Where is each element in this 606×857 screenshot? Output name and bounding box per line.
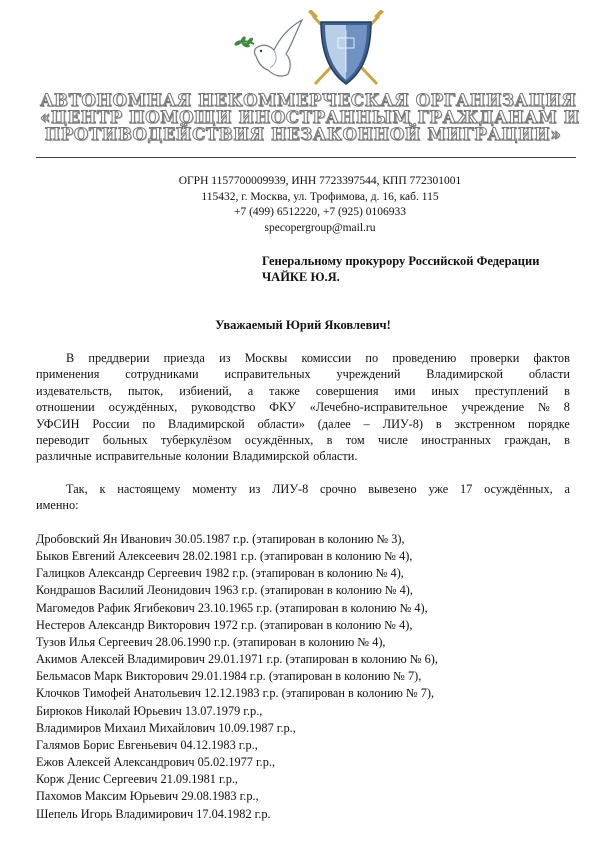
word: издевательств, xyxy=(36,383,113,398)
convict-entry: Дробовский Ян Иванович 30.05.1987 г.р. (этапирован в колонию № 3), xyxy=(36,532,405,546)
word: иностранных xyxy=(421,433,491,448)
word: в xyxy=(435,416,442,431)
word: преступлений xyxy=(474,383,549,398)
paragraph-line xyxy=(36,383,570,399)
convict-entry: Галицков Александр Сергеевич 1982 г.р. (этапирован в колонию № 4), xyxy=(36,566,404,581)
salutation: Уважаемый Юрий Яковлевич! xyxy=(215,318,391,332)
convicts-list xyxy=(36,531,576,823)
org-name-line: «ЦЕНТР ПОМОЩИ ИНОСТРАННЫМ ГРАЖДАНАМ И xyxy=(40,108,580,127)
word: области. xyxy=(313,449,358,464)
paragraph-line xyxy=(36,448,570,464)
word: применения xyxy=(36,367,100,382)
word: в xyxy=(564,433,570,448)
word: из xyxy=(219,351,231,365)
word: исправительные xyxy=(95,449,182,464)
word: избиений, xyxy=(179,383,232,398)
convict-entry: Шепель Игорь Владимирович 17.04.1982 г.р. xyxy=(36,806,271,821)
word: ЛИУ-8) xyxy=(382,416,423,431)
word: УФСИН xyxy=(36,416,80,431)
email-address: specopergroup@mail.ru xyxy=(264,221,376,234)
word: иных xyxy=(431,383,459,398)
word: Москвы xyxy=(244,351,288,365)
word: также xyxy=(269,383,300,398)
word: в xyxy=(326,433,333,448)
word: больных xyxy=(102,433,148,448)
word: № xyxy=(538,400,550,415)
word: ими xyxy=(394,383,416,398)
word: по xyxy=(365,351,379,365)
word: колонии xyxy=(185,449,229,464)
word: именно: xyxy=(36,498,79,513)
paragraph-line xyxy=(36,497,570,513)
postal-address: 115432, г. Москва, ул. Трофимова, д. 16, каб. 115 xyxy=(201,190,439,203)
addressee-title: Генеральному прокурору Российской Федерации xyxy=(262,254,540,268)
word: а xyxy=(564,482,570,496)
word: вывезено xyxy=(368,482,417,496)
dove-with-olive-branch-icon xyxy=(228,14,310,84)
word: Владимирской xyxy=(232,449,310,464)
registration-numbers: ОГРН 1157700009939, ИНН 7723397544, КПП 772301001 xyxy=(178,175,462,187)
word: преддверии xyxy=(88,351,150,365)
word: моменту xyxy=(192,482,238,496)
word: 8 xyxy=(563,400,570,415)
paragraph-line xyxy=(36,350,570,366)
word: сотрудниками xyxy=(125,367,199,382)
convict-entry: Бельмасов Марк Викторович 29.01.1984 г.р. (этапирован в колонию № 7), xyxy=(36,669,422,684)
convict-entry: Ежов Алексей Александрович 05.02.1977 г.р., xyxy=(36,755,276,770)
word: проведению xyxy=(392,351,457,365)
word: комиссии xyxy=(301,351,352,365)
word: – xyxy=(363,416,370,431)
word: ФКУ xyxy=(269,400,296,415)
word: том xyxy=(345,433,365,448)
org-name-line: АВТОНОМНАЯ НЕКОММЕРЧЕСКАЯ ОРГАНИЗАЦИЯ xyxy=(40,91,577,110)
word: учреждений xyxy=(336,367,401,382)
convict-entry: Владимиров Михаил Михайлович 10.09.1987 г.р., xyxy=(36,720,296,735)
word: исправительных xyxy=(224,367,311,382)
convict-entry: Быков Евгений Алексеевич 28.02.1981 г.р. (этапирован в колонию № 4), xyxy=(36,549,413,564)
word: в xyxy=(564,383,570,398)
word: граждан, xyxy=(504,433,551,448)
convict-entry: Магомедов Рафик Ягибекович 23.10.1965 г.р. (этапирован в колонию № 4), xyxy=(36,600,428,615)
word: фактов xyxy=(533,351,570,365)
word: приезда xyxy=(163,351,205,365)
letterhead-logos xyxy=(0,10,606,88)
paragraph-line xyxy=(36,432,570,448)
word: осуждённых, xyxy=(244,433,314,448)
word: срочно xyxy=(320,482,357,496)
word: России xyxy=(92,416,130,431)
organization-requisites xyxy=(170,174,470,236)
body-paragraph-1 xyxy=(36,350,570,465)
word: области» xyxy=(257,416,305,431)
word: руководство xyxy=(191,400,256,415)
word: (далее xyxy=(317,416,351,431)
word: 17 xyxy=(460,482,473,496)
word: области xyxy=(528,367,570,382)
convict-entry: Клочков Тимофей Анатольевич 12.12.1983 г.р. (этапирован в колонию № 7), xyxy=(36,686,435,701)
word: Владимирской xyxy=(168,416,245,431)
body-paragraph-2 xyxy=(36,481,570,514)
word: учреждение xyxy=(461,400,525,415)
word: переводит xyxy=(36,433,90,448)
convict-entry: Корж Денис Сергеевич 21.09.1981 г.р., xyxy=(36,772,238,787)
word: к xyxy=(99,482,106,496)
word: порядке xyxy=(527,416,570,431)
word: экстренном xyxy=(454,416,516,431)
letterhead-divider xyxy=(36,157,576,158)
convict-entry: Тузов Илья Сергеевич 28.06.1990 г.р. (этапирован в колонию № 4), xyxy=(36,634,386,649)
convict-entry: Нестеров Александр Викторович 1972 г.р. (этапирован в колонию № 4), xyxy=(36,617,413,632)
word: туберкулёзом xyxy=(161,433,232,448)
word: из xyxy=(248,482,261,496)
word: осуждённых, xyxy=(108,400,178,415)
word: совершения xyxy=(315,383,379,398)
word: В xyxy=(66,351,75,365)
word: проверки xyxy=(470,351,520,365)
convict-entry: Бирюков Николай Юрьевич 13.07.1979 г.р., xyxy=(36,703,263,718)
shield-with-swords-icon xyxy=(305,10,387,90)
phone-numbers: +7 (499) 6512220, +7 (925) 0106933 xyxy=(233,206,407,218)
word: ЛИУ-8 xyxy=(272,482,309,496)
addressee-name: ЧАЙКЕ Ю.Я. xyxy=(262,270,340,284)
addressee-block xyxy=(262,253,539,285)
paragraph-line xyxy=(36,481,570,497)
word: отношении xyxy=(36,400,95,415)
paragraph-line xyxy=(36,366,570,382)
word: различные xyxy=(36,449,92,464)
paragraph-line xyxy=(36,416,570,432)
word: пыток, xyxy=(127,383,164,398)
word: уже xyxy=(428,482,449,496)
convict-entry: Кондрашов Василий Леонидович 1963 г.р. (этапирован в колонию № 4), xyxy=(36,583,413,598)
paragraph-line xyxy=(36,399,570,415)
organization-name xyxy=(40,91,580,144)
convict-entry: Галямов Борис Евгеньевич 04.12.1983 г.р., xyxy=(36,737,258,752)
word: а xyxy=(247,383,254,398)
word: Владимирской xyxy=(426,367,503,382)
word: числе xyxy=(378,433,408,448)
word: по xyxy=(142,416,156,431)
word: осуждённых, xyxy=(484,482,553,496)
convict-entry: Пахомов Максим Юрьевич 29.08.1983 г.р., xyxy=(36,789,259,804)
convict-entry: Акимов Алексей Владимирович 29.01.1971 г.р. (этапирован в колонию № 6), xyxy=(36,652,438,667)
org-name-line: ПРОТИВОДЕЙСТВИЯ НЕЗАКОННОЙ МИГРАЦИИ» xyxy=(44,125,562,144)
word: Так, xyxy=(66,482,88,496)
word: «Лечебно-исправительное xyxy=(309,400,448,415)
word: настоящему xyxy=(117,482,181,496)
